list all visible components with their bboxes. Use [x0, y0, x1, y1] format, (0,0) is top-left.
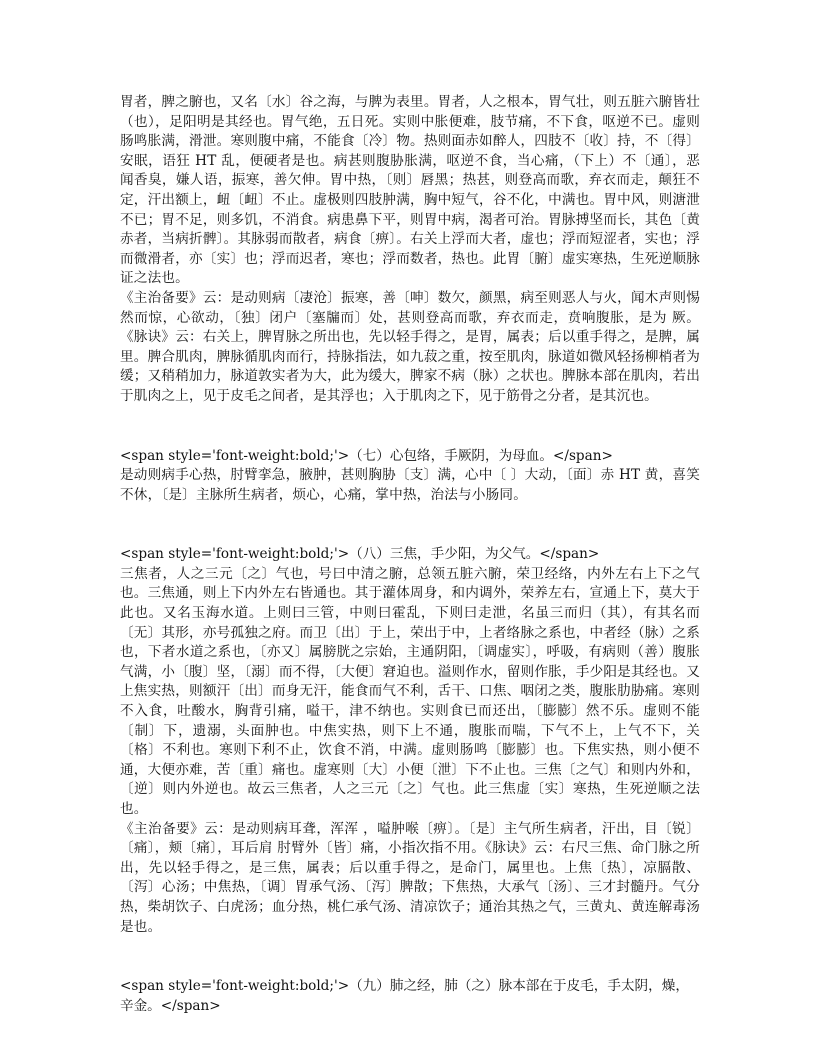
section-gap [120, 937, 700, 977]
paragraph-sanjiao: 三焦者，人之三元〔之〕气也，号曰中清之腑，总领五脏六腑，荣卫经络，内外左右上下之气也。三焦通，则上下内外左右皆通也。其于灌体周身，和内调外，荣养左右，宣通上下，莫大于此也。又名玉海水道。上则曰三管，中则曰霍乱，下则曰走泄，名虽三而归（其），有其名而〔无〕其形，亦号孤独之府。而卫〔出〕于上，荣出于中，上者络脉之系也，中者经（脉）之系也，下者水道之系也，〔亦又〕属膀胱之宗始，主通阴阳，〔调虚实〕，呼吸，有病则（善）腹胀气满，小〔腹〕坚，〔溺〕而不得，〔大便〕窘迫也。溢则作水，留则作胀，手少阳是其经也。又上焦实热，则额汗〔出〕而身无汗，能食而气不利，舌干、口焦、咽闭之类，腹胀肋胁痛。寒则不入食，吐酸水，胸背引痛，嗌干，津不纳也。实则食已而还出，〔膨膨〕然不乐。虚则不能〔制〕下，遗溺，头面肿也。中焦实热，则下上不通，腹胀而喘，下气不上，上气不下，关〔格〕不利也。寒则下利不止，饮食不消，中满。虚则肠鸣〔膨膨〕也。下焦实热，则小便不通，大便亦难，苦〔重〕痛也。虚寒则〔大〕小便〔泄〕下不止也。三焦〔之气〕和则内外和，〔逆〕则内外逆也。故云三焦者，人之三元〔之〕气也。此三焦虚〔实〕寒热，生死逆顺之法也。 [120, 565, 700, 817]
section-heading-pericardium: <span style='font-weight:bold;'>（七）心包络，手厥阴，为母血。</span> [120, 447, 613, 464]
paragraph-sanjiao-notes: 《主治备要》云：是动则病耳聋，浑浑 ，嗌肿喉〔痹〕。〔是〕主气所生病者，汗出，目〔锐〕〔痛〕，颊〔痛〕，耳后肩 肘臂外〔皆〕痛，小指次指不用。《脉诀》云：右尺三焦、命门脉之所出，先以轻手得之，是三焦，属表；后以重手得之，是命门，属里也。上焦〔热〕，凉膈散、〔泻〕心汤；中焦热，〔调〕胃承气汤、〔泻〕脾散；下焦热，大承气〔汤〕、三才封髓丹。气分热，柴胡饮子、白虎汤；血分热，桃仁承气汤、清凉饮子；通治其热之气，三黄丸、黄连解毒汤是也。 [120, 820, 700, 935]
document-page [120, 93, 700, 1016]
paragraph-pericardium: 是动则病手心热，肘臂挛急，腋肿，甚则胸胁〔支〕满，心中〔 〕大动，〔面〕赤 HT 黄，喜笑不休，〔是〕主脉所生病者，烦心，心痛，掌中热，治法与小肠同。 [120, 467, 700, 503]
paragraph-stomach: 胃者，脾之腑也，又名〔水〕谷之海，与脾为表里。胃者，人之根本，胃气壮，则五脏六腑皆壮（也），足阳明是其经也。胃气绝，五日死。实则中胀便难，肢节痛，不下食，呕逆不已。虚则肠鸣胀满，滑泄。寒则腹中痛，不能食〔冷〕物。热则面赤如醉人，四肢不〔收〕持，不〔得〕安眠，语狂 HT 乱，便硬者是也。病甚则腹胁胀满，呕逆不食，当心痛，（下上）不〔通〕，恶闻香臭，嫌人语，振寒，善欠伸。胃中热，〔则〕唇黑；热甚，则登高而歌，弃衣而走，颠狂不定，汗出额上，衄〔衄〕不止。虚极则四肢肿满，胸中短气，谷不化，中满也。胃中风，则溏泄不已；胃不足，则多饥，不消食。病患鼻下平，则胃中病，渴者可治。胃脉搏坚而长，其色〔黄赤者，当病折髀〕。其脉弱而散者，病食〔痹〕。右关上浮而大者，虚也；浮而短涩者，实也；浮而微滑者，亦〔实〕也；浮而迟者，寒也；浮而数者，热也。此胃〔腑〕虚实寒热，生死逆顺脉证之法也。 [120, 94, 700, 287]
section-heading-lung: <span style='font-weight:bold;'>（九）肺之经，肺（之）脉本部在于皮毛，手太阴，燥，辛金。</span> [120, 978, 689, 1014]
section-gap [120, 505, 700, 545]
section-gap [120, 407, 700, 447]
section-heading-sanjiao: <span style='font-weight:bold;'>（八）三焦，手少阳，为父气。</span> [120, 546, 600, 563]
paragraph-stomach-notes: 《主治备要》云：是动则病〔凄沧〕振寒，善〔呻〕数欠，颜黑，病至则恶人与火，闻木声则惕然而惊，心欲动，〔独〕闭户〔塞牖而〕处，甚则登高而歌，弃衣而走，贲响腹胀，是为 厥。《脉诀》云：右关上，脾胃脉之所出也，先以轻手得之，是胃，属表；后以重手得之，是脾，属里。脾合肌肉，脾脉循肌肉而行，持脉指法，如九菽之重，按至肌肉，脉道如微风轻扬柳梢者为缓；又稍稍加力，脉道敦实者为大，此为缓大，脾家不病（脉）之状也。脾脉本部在肌肉，若出于肌肉之上，见于皮毛之间者，是其浮也；入于肌肉之下，见于筋骨之分者，是其沉也。 [120, 289, 700, 404]
